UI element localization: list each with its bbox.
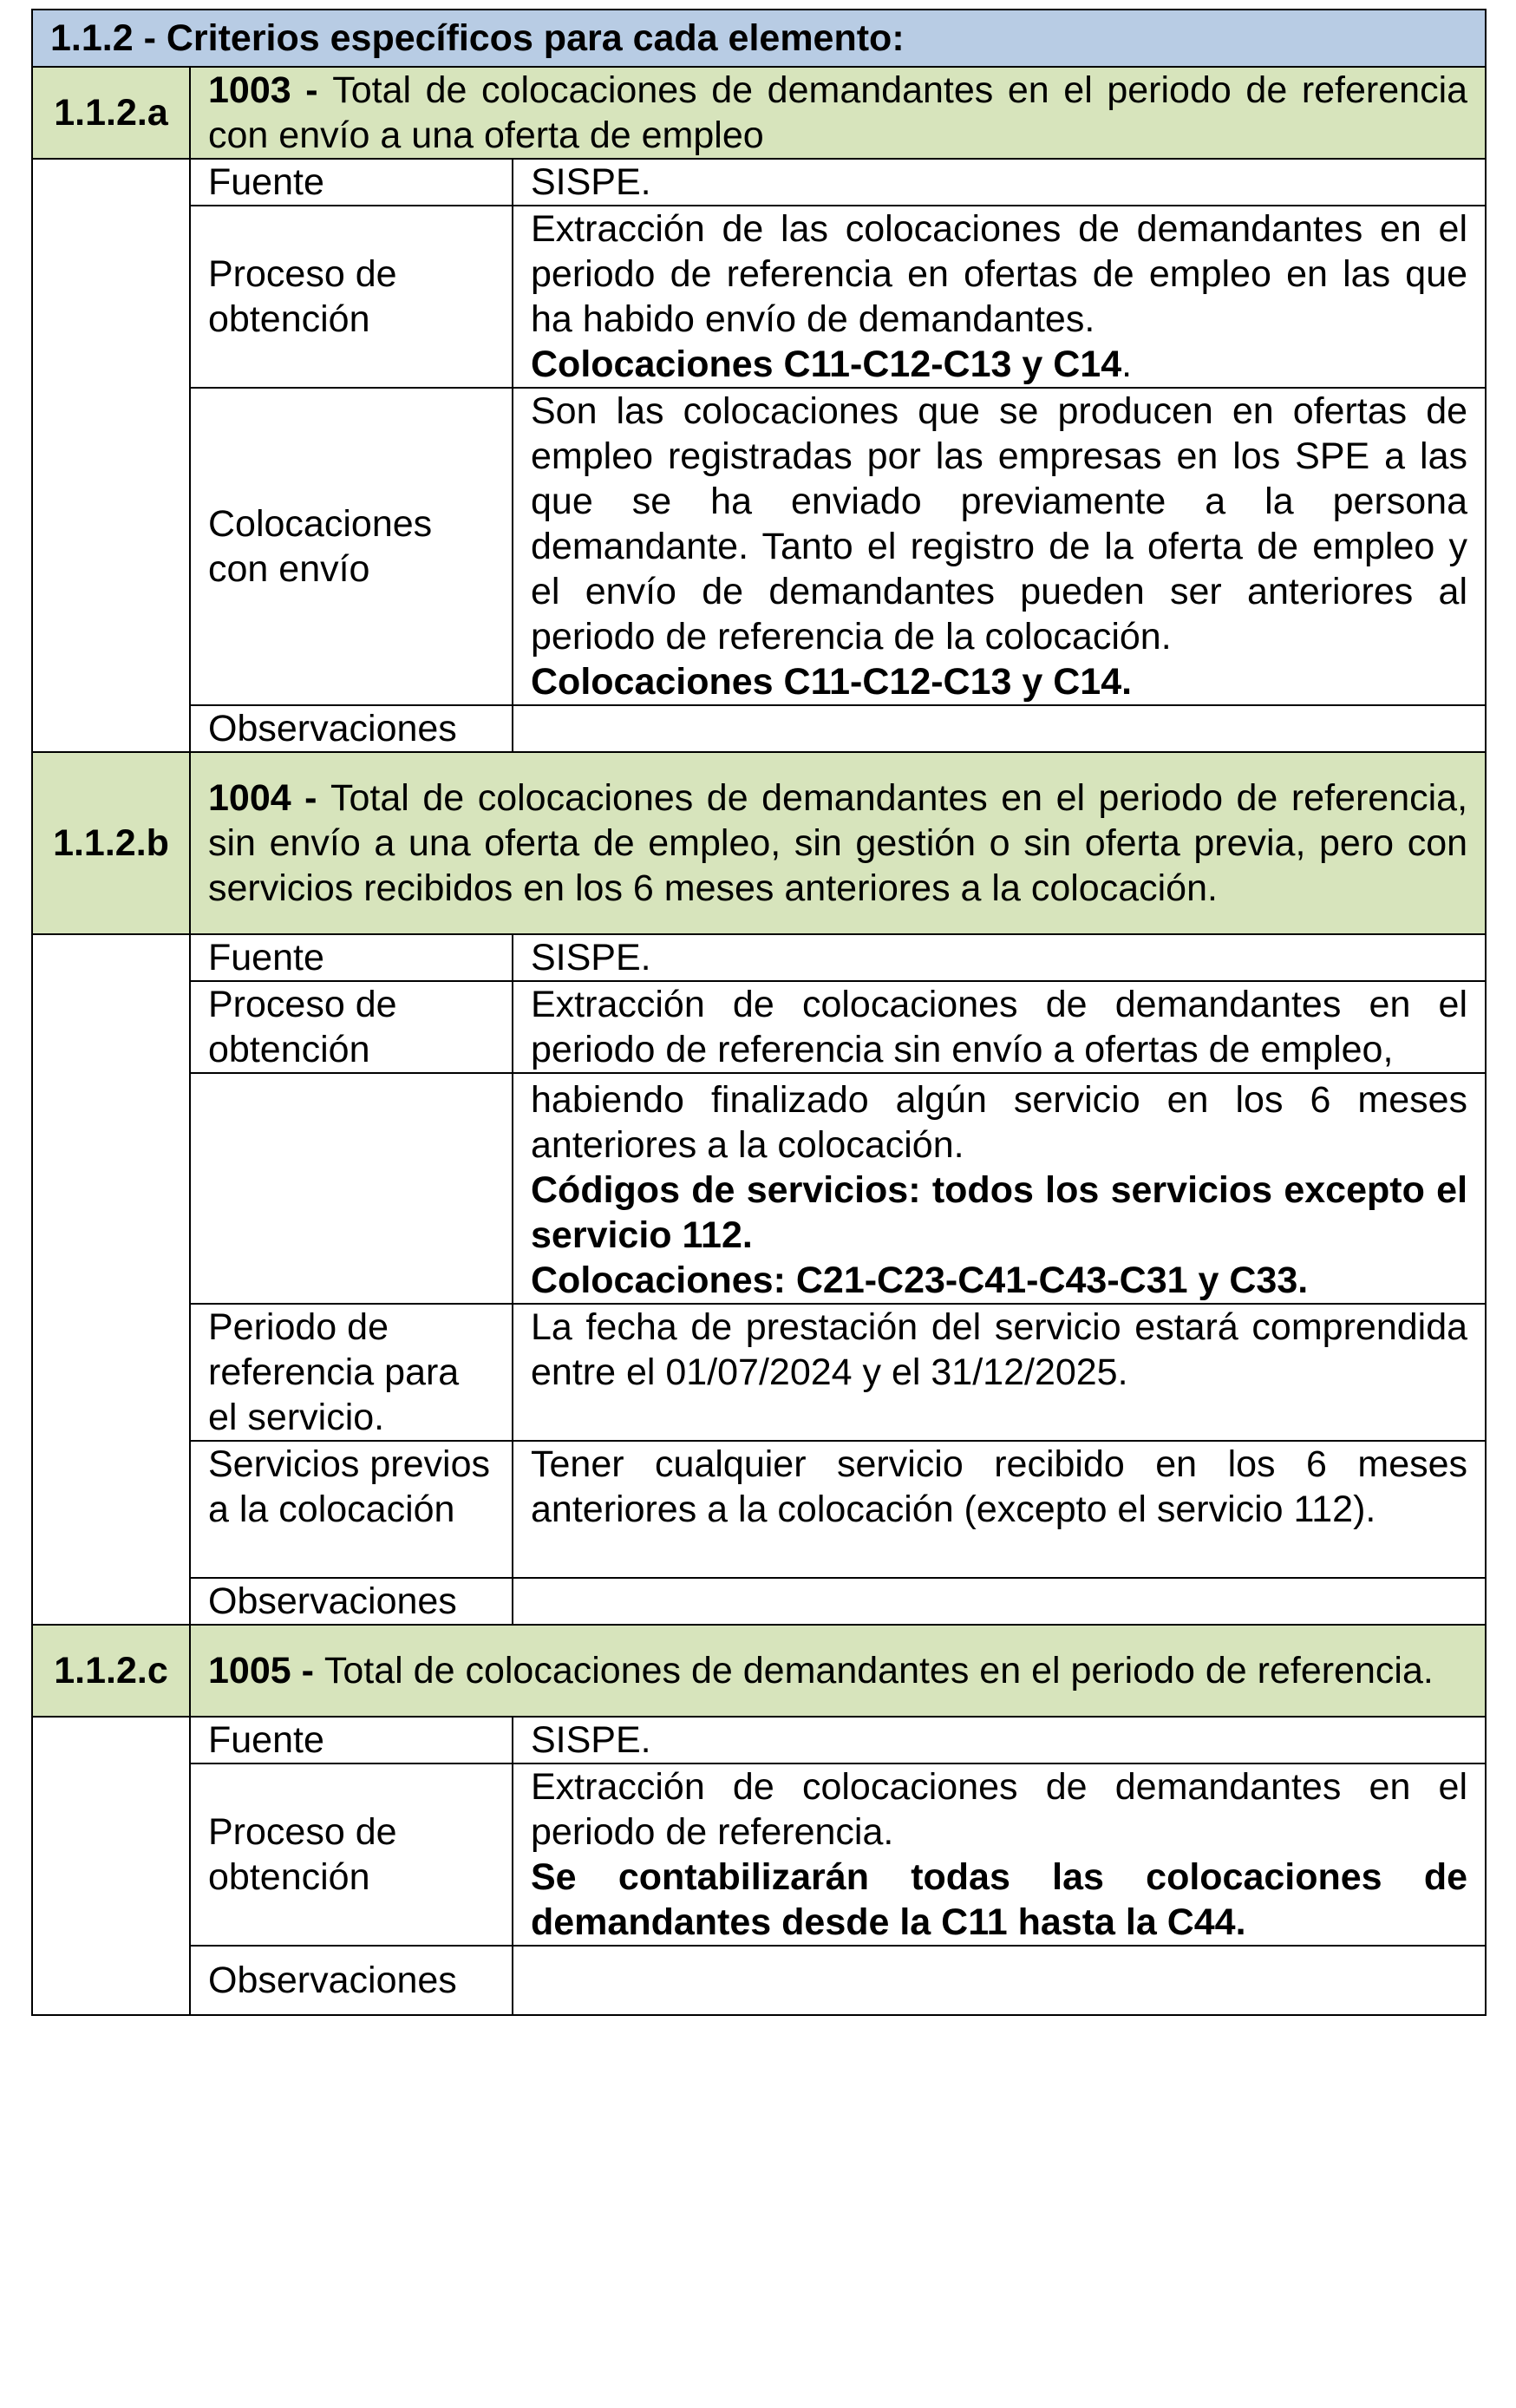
element-c-proceso-label: Proceso de obtención [190, 1763, 513, 1946]
element-b-obs-row [32, 1578, 1486, 1625]
element-b-cont-bold1: Códigos de servicios: todos los servicios excepto el servicio 112. [531, 1169, 1468, 1256]
element-a-obs-value [513, 705, 1486, 752]
element-b-code: 1.1.2.b [32, 752, 190, 934]
element-b-fuente-label: Fuente [190, 934, 513, 981]
element-b-proceso-row [32, 981, 1486, 1073]
element-b-proceso-label: Proceso de obtención [190, 981, 513, 1073]
element-c-fuente-label: Fuente [190, 1717, 513, 1763]
element-a-obs-label: Observaciones [190, 705, 513, 752]
element-a-id: 1003 [208, 69, 291, 111]
element-c-obs-row [32, 1946, 1486, 2015]
element-c-obs-value [513, 1946, 1486, 2015]
element-c-fuente-value: SISPE. [513, 1717, 1486, 1763]
element-b-periodo-label: Periodo de referencia para el servicio. [190, 1304, 513, 1441]
element-b-title-row [32, 752, 1486, 934]
element-b-title-text: Total de colocaciones de demandantes en el periodo de referencia, sin envío a una oferta de empleo, sin gestión o sin oferta previa, pero con servicios recibidos en los 6 meses anteriores a la colocación. [208, 777, 1468, 909]
element-b-id: 1004 [208, 777, 291, 819]
element-b-periodo-value: La fecha de prestación del servicio estará comprendida entre el 01/07/2024 y el 31/12/2025. [513, 1304, 1486, 1441]
element-a-proceso-value [513, 206, 1486, 388]
element-b-obs-label: Observaciones [190, 1578, 513, 1625]
element-a-proceso-tail: . [1121, 344, 1133, 385]
element-c-proceso-bold: Se contabilizarán todas las colocaciones de demandantes desde la C11 hasta la C44. [531, 1856, 1468, 1943]
element-a-proceso-text: Extracción de las colocaciones de demandantes en el periodo de referencia en ofertas de empleo en las que ha habido envío de demandantes. [531, 208, 1468, 340]
element-c-title-row [32, 1625, 1486, 1717]
element-b-previos-label: Servicios previos a la colocación [190, 1441, 513, 1578]
element-c-proceso-value [513, 1763, 1486, 1946]
element-b-previos-value: Tener cualquier servicio recibido en los 6 meses anteriores a la colocación (excepto el servicio 112). [513, 1441, 1486, 1578]
element-b-fuente-value: SISPE. [513, 934, 1486, 981]
element-b-obs-value [513, 1578, 1486, 1625]
element-c-proceso-row [32, 1763, 1486, 1946]
element-b-cont-bold2: Colocaciones: C21-C23-C41-C43-C31 y C33. [531, 1260, 1309, 1301]
element-a-proceso-label: Proceso de obtención [190, 206, 513, 388]
element-b-periodo-row [32, 1304, 1486, 1441]
element-a-proceso-row [32, 206, 1486, 388]
section-header-row [32, 10, 1486, 67]
element-a-fuente-row [32, 159, 1486, 206]
element-a-title: 1003 - Total de colocaciones de demandantes en el periodo de referencia con envío a una oferta de empleo [190, 67, 1486, 159]
element-a-fuente-value: SISPE. [513, 159, 1486, 206]
element-a-envio-row [32, 388, 1486, 705]
element-a-envio-value [513, 388, 1486, 705]
element-b-previos-row [32, 1441, 1486, 1578]
element-a-title-text: Total de colocaciones de demandantes en el periodo de referencia con envío a una oferta de empleo [208, 69, 1468, 156]
element-c-title-text: Total de colocaciones de demandantes en el periodo de referencia. [323, 1650, 1434, 1691]
element-b-cont-text: habiendo finalizado algún servicio en los 6 meses anteriores a la colocación. [531, 1079, 1468, 1166]
element-a-obs-row [32, 705, 1486, 752]
element-a-title-row [32, 67, 1486, 159]
element-a-envio-label: Colocaciones con envío [190, 388, 513, 705]
section-title: 1.1.2 - Criterios específicos para cada elemento: [32, 10, 1486, 67]
element-c-fuente-row [32, 1717, 1486, 1763]
element-a-fuente-label: Fuente [190, 159, 513, 206]
element-b-cont-value [513, 1073, 1486, 1304]
element-b-fuente-row [32, 934, 1486, 981]
criteria-table [31, 9, 1487, 2016]
element-c-title: 1005 - Total de colocaciones de demandantes en el periodo de referencia. [190, 1625, 1486, 1717]
element-a-envio-text: Son las colocaciones que se producen en ofertas de empleo registradas por las empresas en los SPE a las que se ha enviado previamente a la persona demandante. Tanto el registro de la oferta de empleo y el envío de demandantes pueden ser anteriores al periodo de referencia de la colocación. [531, 390, 1468, 658]
element-a-envio-bold: Colocaciones C11-C12-C13 y C14. [531, 661, 1133, 703]
element-c-id: 1005 [208, 1650, 291, 1691]
element-b-cont-row [32, 1073, 1486, 1304]
element-a-spacer [32, 159, 190, 206]
element-a-code: 1.1.2.a [32, 67, 190, 159]
element-c-proceso-text: Extracción de colocaciones de demandantes en el periodo de referencia. [531, 1766, 1468, 1853]
element-c-code: 1.1.2.c [32, 1625, 190, 1717]
element-c-obs-label: Observaciones [190, 1946, 513, 2015]
element-b-title: 1004 - Total de colocaciones de demandantes en el periodo de referencia, sin envío a una oferta de empleo, sin gestión o sin oferta previa, pero con servicios recibidos en los 6 meses anteriores a la colocación. [190, 752, 1486, 934]
element-b-proceso-value: Extracción de colocaciones de demandantes en el periodo de referencia sin envío a ofertas de empleo, [513, 981, 1486, 1073]
element-a-proceso-bold: Colocaciones C11-C12-C13 y C14 [531, 344, 1122, 385]
